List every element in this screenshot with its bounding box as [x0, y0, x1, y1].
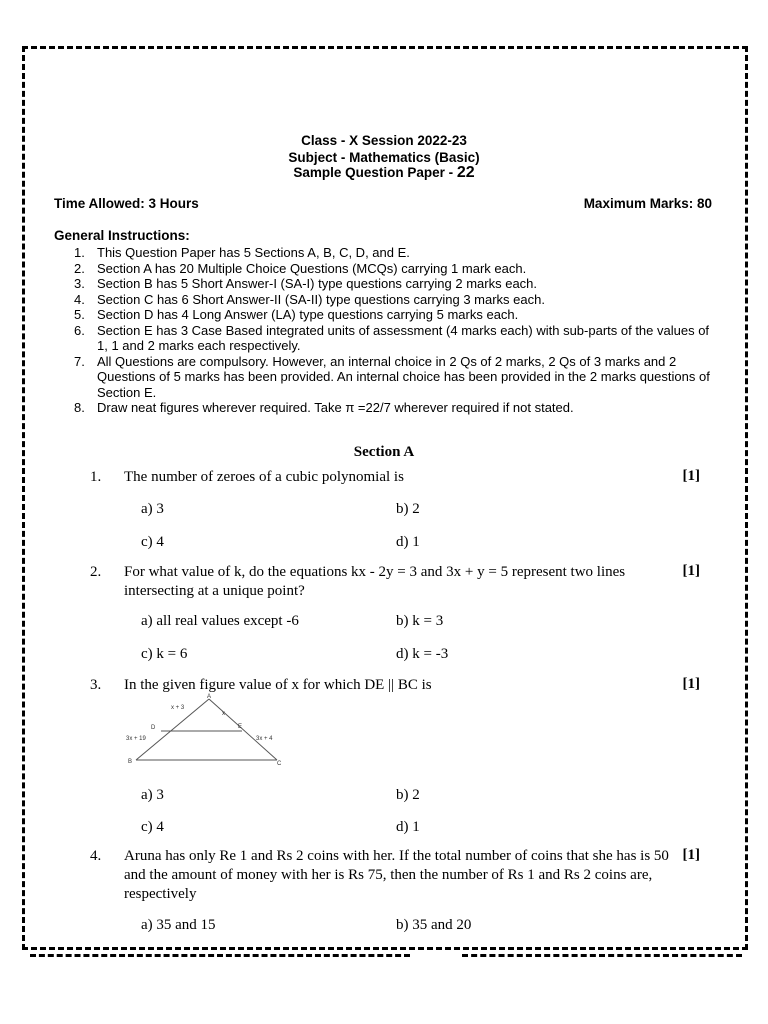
question-2-text: For what value of k, do the equations kx - 2y = 3 and 3x + y = 5 represent two lines intersecting at a unique point?: [124, 564, 626, 599]
section-a-title: Section A: [353, 444, 415, 460]
question-3-option-a: a) 3: [141, 787, 164, 803]
instruction-number: 4.: [74, 291, 85, 307]
instruction-number: 7.: [74, 353, 85, 369]
paper-number: 22: [456, 164, 475, 181]
instruction-item: [66, 292, 716, 308]
instruction-number: 8.: [74, 400, 85, 415]
question-4-marks: [1]: [682, 847, 700, 863]
triangle-diagram: [124, 693, 284, 765]
label-d: D: [151, 725, 156, 731]
label-db: 3x + 19: [126, 736, 146, 742]
label-ad: x + 3: [171, 705, 185, 711]
instruction-item: [66, 276, 716, 292]
question-1-option-a: a) 3: [141, 501, 164, 517]
instruction-number: 5.: [74, 307, 85, 322]
question-2-option-d: d) k = -3: [396, 646, 449, 662]
question-3-text: In the given figure value of x for which DE || BC is: [124, 677, 432, 693]
instruction-number: 3.: [74, 276, 85, 291]
question-2-number: 2.: [90, 564, 102, 580]
instruction-number: 6.: [74, 322, 85, 338]
question-4-number: 4.: [90, 848, 102, 864]
label-a: A: [207, 694, 212, 700]
instruction-text: This Question Paper has 5 Sections A, B, C, D, and E.: [97, 245, 410, 260]
question-1-number: 1.: [90, 469, 102, 485]
instruction-text: Section C has 6 Short Answer-II (SA-II) type questions carrying 3 marks each.: [97, 291, 545, 307]
instruction-item: [66, 307, 716, 323]
class-session-title: Class - X Session 2022-23: [301, 133, 467, 148]
instruction-text: Section B has 5 Short Answer-I (SA-I) type questions carrying 2 marks each.: [97, 276, 538, 291]
instruction-item: [66, 261, 716, 277]
question-1-text: The number of zeroes of a cubic polynomial is: [124, 469, 404, 485]
label-ec: 3x + 4: [256, 736, 273, 742]
paper-title-prefix: Sample Question Paper -: [293, 165, 457, 180]
bottom-border-right: [462, 954, 742, 957]
bottom-border-left: [30, 954, 410, 957]
instruction-item: [66, 400, 716, 416]
question-3-number: 3.: [90, 677, 102, 693]
label-b: B: [128, 759, 133, 765]
question-3-option-c: c) 4: [141, 819, 164, 835]
subject-title: Subject - Mathematics (Basic): [288, 150, 480, 165]
instruction-number: 1.: [74, 245, 85, 260]
question-3-option-d: d) 1: [396, 819, 420, 835]
question-2-marks: [1]: [682, 563, 700, 579]
question-1-marks: [1]: [682, 468, 700, 484]
side-ac: [209, 699, 277, 760]
label-e: E: [238, 724, 243, 730]
question-2-option-b: b) k = 3: [396, 613, 444, 629]
instruction-text: All Questions are compulsory. However, an internal choice in 2 Qs of 2 marks, 2 Qs of 3 marks and 2 Questions of 5 marks has been provided. An internal choice has been provided in the 2 marks questions of Section E.: [97, 353, 710, 400]
page-border: [22, 46, 748, 950]
instructions-list: [66, 245, 716, 416]
question-3-marks: [1]: [682, 676, 700, 692]
instruction-text: Section E has 3 Case Based integrated units of assessment (4 marks each) with sub-parts of the values of 1, 1 and 2 marks each respectively.: [97, 322, 710, 353]
instruction-text: Section A has 20 Multiple Choice Questions (MCQs) carrying 1 mark each.: [97, 260, 527, 276]
question-2-option-a: a) all real values except -6: [141, 613, 299, 629]
instruction-item: [66, 354, 716, 401]
question-1-option-b: b) 2: [396, 501, 420, 517]
question-2-option-c: c) k = 6: [141, 646, 188, 662]
instructions-heading: General Instructions:: [54, 228, 190, 243]
triangle-figure: [124, 693, 284, 765]
paper-title: [0, 165, 768, 181]
question-4-option-a: a) 35 and 15: [141, 917, 216, 933]
instruction-text: Draw neat figures wherever required. Take π =22/7 wherever required if not stated.: [97, 400, 574, 415]
instruction-item: [66, 245, 716, 261]
question-1-option-d: d) 1: [396, 534, 420, 550]
label-ae: x: [222, 711, 225, 717]
instruction-text: Section D has 4 Long Answer (LA) type questions carrying 5 marks each.: [97, 307, 519, 322]
maximum-marks: Maximum Marks: 80: [583, 196, 712, 211]
instruction-item: [66, 323, 716, 354]
question-3-option-b: b) 2: [396, 787, 420, 803]
question-1-option-c: c) 4: [141, 534, 164, 550]
question-4-option-b: b) 35 and 20: [396, 917, 472, 933]
time-allowed: Time Allowed: 3 Hours: [54, 196, 199, 211]
label-c: C: [277, 761, 282, 765]
instruction-number: 2.: [74, 260, 85, 276]
question-4-text: Aruna has only Re 1 and Rs 2 coins with her. If the total number of coins that she has is 50 and the amount of money with her is Rs 75, then the number of Rs 1 and Rs 2 coins are, respectively: [124, 848, 669, 902]
